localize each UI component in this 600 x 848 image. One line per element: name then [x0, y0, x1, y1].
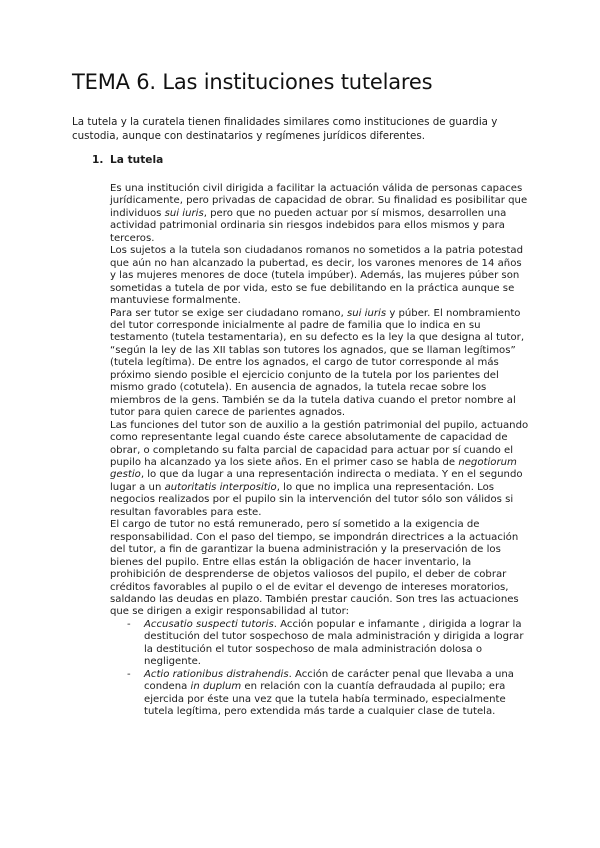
- section-number: 1.: [92, 154, 104, 166]
- section-title: La tutela: [110, 154, 164, 166]
- paragraph-responsibility: El cargo de tutor no está remunerado, pero sí sometido a la exigencia de responsabilidad. Con el paso del tiempo, se impondrán directrices a la actuación del tutor, a fin de garantizar la buena administración y la preservación de los bienes del pupilo. Entre ellas están la obligación de hacer inventario, la prohibición de desprenderse de objetos valiosos del pupilo, el deber de cobrar créditos favorables al pupilo o el de evitar el devengo de intereses moratorios, saldando las deudas en plazo. También prestar caución. Son tres las actuaciones que se dirigen a exigir responsabilidad al tutor:: [110, 519, 519, 618]
- section-body: [110, 183, 530, 718]
- intro-paragraph: La tutela y la curatela tienen finalidades similares como instituciones de guardia y custodia, aunque con destinatarios y regímenes jurídicos diferentes.: [72, 116, 498, 143]
- actions-list: [110, 619, 530, 719]
- section-heading: [92, 154, 163, 166]
- dash-marker: -: [127, 618, 131, 630]
- page-title: TEMA 6. Las instituciones tutelares: [72, 70, 433, 94]
- list-item: - Accusatio suspecti tutoris. Acción popular e infamante , dirigida a lograr la destitución del tutor sospechoso de mala administración y dirigida a lograr la destitución el tutor sospechoso de mala administración dolosa o negligente.: [127, 618, 524, 668]
- list-item: - Actio rationibus distrahendis. Acción de carácter penal que llevaba a una condena in duplum en relación con la cuantía defraudada al pupilo; era ejercida por éste una vez que la tutela había terminado, especialmente tutela legítima, pero extendida más tarde a cualquier clase de tutela.: [127, 668, 514, 718]
- dash-marker: -: [127, 668, 131, 680]
- paragraph-functions: Las funciones del tutor son de auxilio a la gestión patrimonial del pupilo, actuando como representante legal cuando éste carece absolutamente de capacidad de obrar, o completando su falta parcial de capacidad para actuar por sí cuando el pupilo ha alcanzado ya los siete años. En el primer caso se habla de negotiorum gestio, lo que da lugar a una representación indirecta o mediata. Y en el segundo lugar a un autoritatis interpositio, lo que no implica una representación. Los negocios realizados por el pupilo sin la intervención del tutor sólo son válidos si resultan favorables para este.: [110, 419, 529, 518]
- paragraph-appointment: Para ser tutor se exige ser ciudadano romano, sui iuris y púber. El nombramiento del tutor corresponde inicialmente al padre de familia que lo indica en su testamento (tutela testamentaria), en su defecto es la ley la que designa al tutor, “según la ley de las XII tablas son tutores los agnados, que se llaman legítimos” (tutela legítima). De entre los agnados, el cargo de tutor corresponde al más próximo siendo posible el ejercicio conjunto de la tutela por los parientes del mismo grado (cotutela). En ausencia de agnados, la tutela recae sobre los miembros de la gens. También se da la tutela dativa cuando el pretor nombre al tutor para quien carece de parientes agnados.: [110, 307, 525, 419]
- paragraph-definition: Es una institución civil dirigida a facilitar la actuación válida de personas capaces jurídicamente, pero privadas de capacidad de obrar. Su finalidad es posibilitar que individuos sui iuris, pero que no pueden actuar por sí mismos, desarrollen una actividad patrimonial ordinaria sin riesgos indebidos para ellos mismos y para terceros.: [110, 183, 528, 244]
- paragraph-subjects: Los sujetos a la tutela son ciudadanos romanos no sometidos a la patria potestad que aún no han alcanzado la pubertad, es decir, los varones menores de 14 años y las mujeres menores de doce (tutela impúber). Además, las mujeres púber son sometidas a tutela de por vida, esto se fue debilitando en la práctica aunque se mantuviese formalmente.: [110, 245, 523, 307]
